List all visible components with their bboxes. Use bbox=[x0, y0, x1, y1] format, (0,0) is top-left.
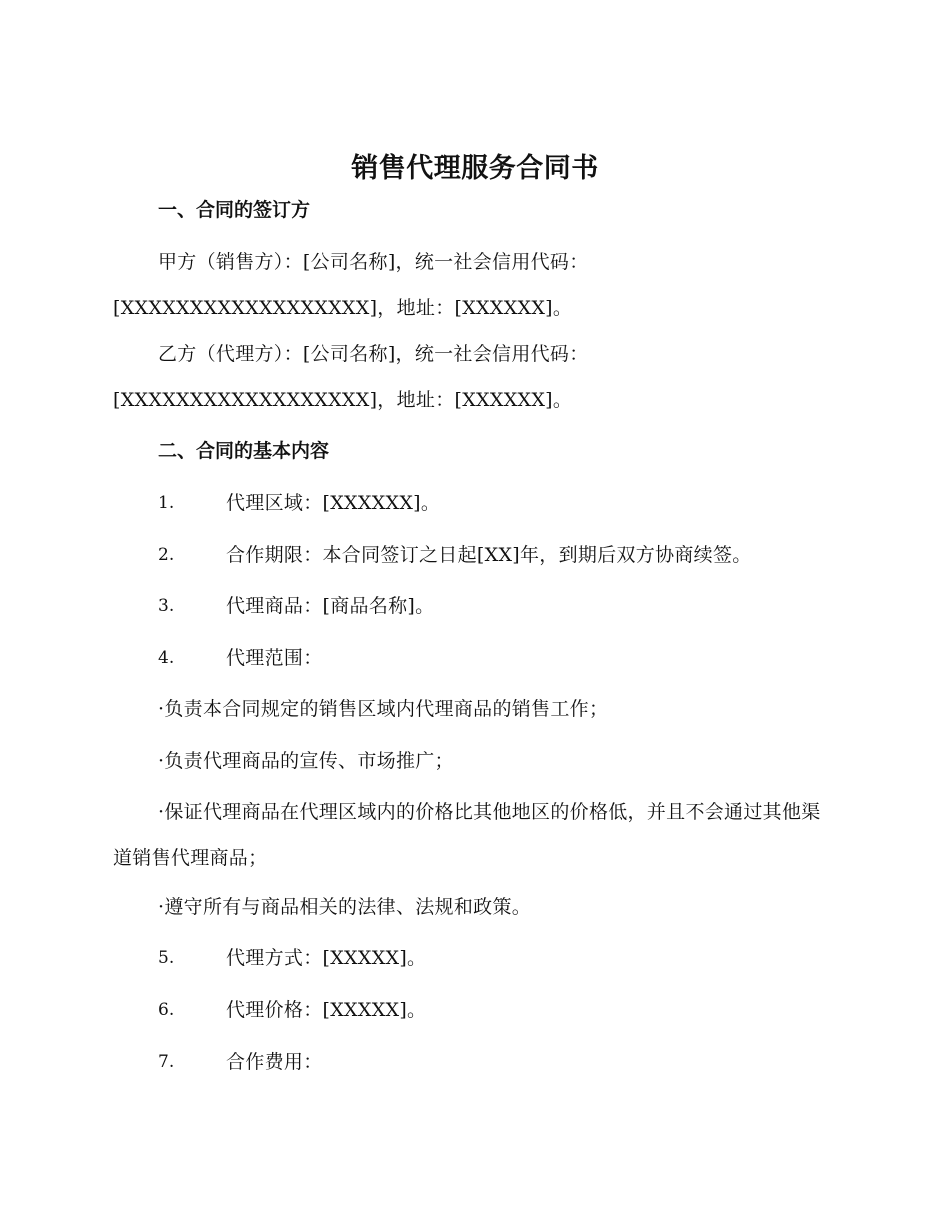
scope-bullet: ·负责本合同规定的销售区域内代理商品的销售工作； bbox=[158, 698, 609, 720]
list-item-number: 2. bbox=[158, 545, 175, 565]
list-item-text: 代理方式：[XXXXX]。 bbox=[226, 947, 427, 969]
list-item-text: 代理区域：[XXXXXX]。 bbox=[226, 492, 441, 514]
party-b-paragraph: 乙方（代理方）：[公司名称]，统一社会信用代码：[XXXXXXXXXXXXXXXXXX]，地址：[XXXXXX]。 bbox=[113, 343, 589, 411]
scope-bullet: ·遵守所有与商品相关的法律、法规和政策。 bbox=[158, 896, 532, 918]
list-item-text: 代理范围： bbox=[226, 647, 323, 669]
list-item-text: 合作费用： bbox=[226, 1051, 323, 1073]
list-item-number: 3. bbox=[158, 596, 175, 616]
section-heading-parties: 一、合同的签订方 bbox=[158, 199, 311, 221]
list-item-number: 7. bbox=[158, 1052, 175, 1072]
list-item-number: 4. bbox=[158, 648, 175, 668]
list-item-number: 5. bbox=[158, 948, 175, 968]
list-item-text: 代理价格：[XXXXX]。 bbox=[226, 999, 427, 1021]
document-title: 销售代理服务合同书 bbox=[351, 153, 599, 184]
list-item-number: 1. bbox=[158, 493, 175, 513]
scope-bullet: ·负责代理商品的宣传、市场推广； bbox=[158, 750, 454, 772]
scope-bullet: ·保证代理商品在代理区域内的价格比其他地区的价格低，并且不会通过其他渠道销售代理商品； bbox=[113, 801, 821, 869]
list-item-text: 合作期限：本合同签订之日起[XX]年，到期后双方协商续签。 bbox=[226, 544, 752, 566]
list-item-text: 代理商品：[商品名称]。 bbox=[226, 595, 435, 617]
party-a-paragraph: 甲方（销售方）：[公司名称]，统一社会信用代码：[XXXXXXXXXXXXXXXXXX]，地址：[XXXXXX]。 bbox=[113, 251, 589, 319]
section-heading-content: 二、合同的基本内容 bbox=[158, 440, 330, 462]
list-item-number: 6. bbox=[158, 1000, 175, 1020]
